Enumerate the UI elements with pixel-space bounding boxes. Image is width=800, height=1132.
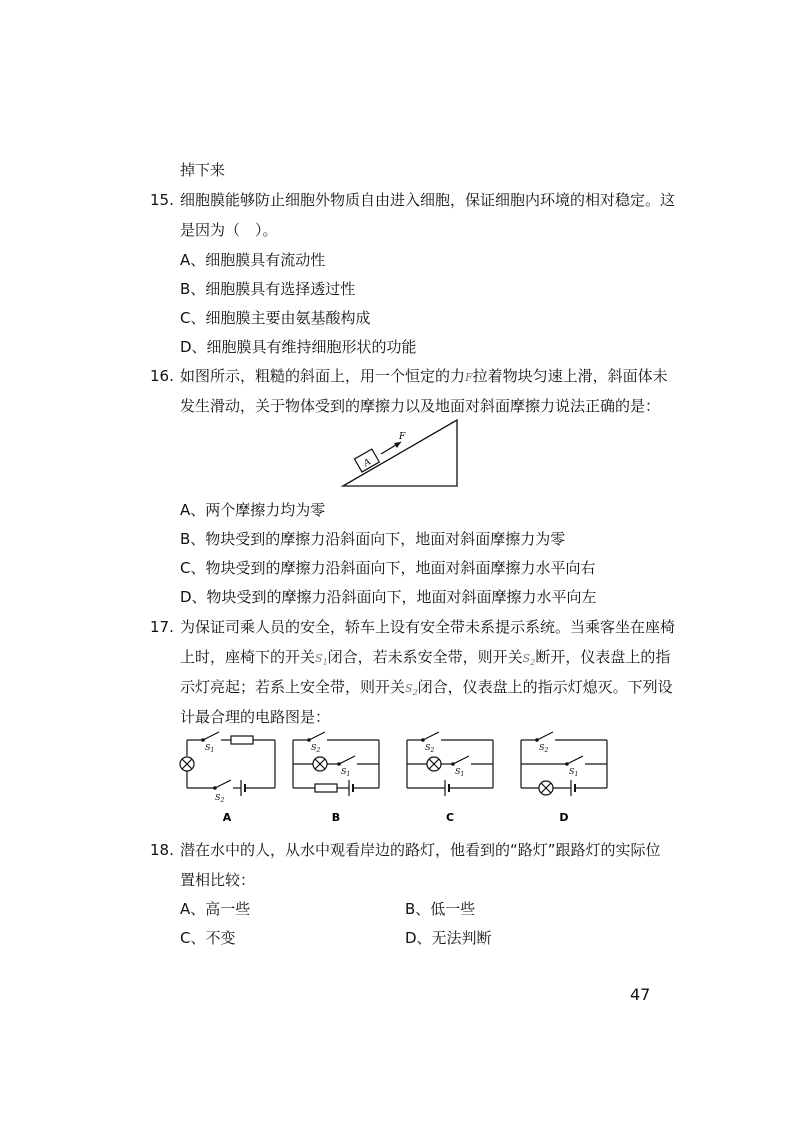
circuit-c-s1-label: $S_1$ [455, 767, 465, 778]
q16-option-d: D、物块受到的摩擦力沿斜面向下，地面对斜面摩擦力水平向左 [180, 588, 597, 606]
s2-symbol-2: $S_2$ [405, 682, 418, 698]
circuit-b-s2-label: $S_2$ [311, 743, 321, 754]
q16-option-a: A、两个摩擦力均为零 [180, 501, 326, 519]
q17-stem-line2-a: 上时，座椅下的开关 [180, 648, 316, 666]
q17-number: 17. [150, 618, 174, 636]
circuit-b-s1-label: $S_1$ [341, 767, 351, 778]
q17-stem-line3-a: 示灯亮起；若系上安全带，则开关 [180, 678, 406, 696]
q16-stem-line1 [180, 366, 668, 388]
q16-stem-line2: 发生滑动，关于物体受到的摩擦力以及地面对斜面摩擦力说法正确的是： [180, 397, 661, 415]
force-label: F [399, 432, 406, 442]
incline-figure [335, 412, 465, 492]
sliding-block [355, 449, 380, 472]
circuit-label-a: A [222, 811, 232, 824]
q17-stem-line2-c: 断开，仪表盘上的指 [535, 648, 671, 666]
circuit-a [180, 732, 275, 796]
q18-stem-line2: 置相比较： [180, 871, 256, 889]
q15-option-a: A、细胞膜具有流动性 [180, 251, 326, 269]
circuit-label-d: D [559, 811, 569, 824]
circuit-options-figure [175, 730, 625, 830]
force-symbol: F [465, 371, 473, 384]
circuit-c [407, 732, 493, 796]
q15-option-d: D、细胞膜具有维持细胞形状的功能 [180, 338, 417, 356]
s2-symbol: $S_2$ [522, 652, 536, 668]
circuit-d-s1-label: $S_1$ [569, 767, 579, 778]
page-number: 47 [630, 985, 651, 1004]
q18-option-b: B、低一些 [405, 900, 476, 918]
q16-stem-line1-a: 如图所示，粗糙的斜面上，用一个恒定的力 [180, 367, 466, 385]
q16-number: 16. [150, 367, 174, 385]
q16-option-b: B、物块受到的摩擦力沿斜面向下，地面对斜面摩擦力为零 [180, 530, 566, 548]
q18-stem-line1: 潜在水中的人，从水中观看岸边的路灯，他看到的“路灯”跟路灯的实际位 [180, 841, 661, 859]
q15-stem-line2: 是因为（ ）。 [180, 221, 278, 239]
q17-stem-line3-b: 闭合，仪表盘上的指示灯熄灭。下列设 [417, 678, 673, 696]
q17-stem-line2 [180, 647, 670, 673]
s1-symbol: $S_1$ [315, 652, 328, 668]
circuit-label-b: B [331, 811, 341, 824]
q18-option-d: D、无法判断 [405, 929, 492, 947]
incline-triangle [343, 420, 457, 486]
q16-option-c: C、物块受到的摩擦力沿斜面向下，地面对斜面摩擦力水平向右 [180, 559, 596, 577]
q17-stem-line4: 计最合理的电路图是： [180, 708, 331, 726]
q18-number: 18. [150, 841, 174, 859]
q15-stem-line1: 细胞膜能够防止细胞外物质自由进入细胞，保证细胞内环境的相对稳定。这 [180, 191, 676, 209]
circuit-c-s2-label: $S_2$ [425, 743, 435, 754]
q18-option-c: C、不变 [180, 929, 236, 947]
circuit-label-c: C [445, 811, 455, 824]
q15-option-c: C、细胞膜主要由氨基酸构成 [180, 309, 371, 327]
block-label: A [362, 457, 373, 469]
circuit-a-s1-label: $S_1$ [205, 743, 215, 754]
q17-stem-line2-b: 闭合，若未系安全带，则开关 [327, 648, 523, 666]
q15-option-b: B、细胞膜具有选择透过性 [180, 280, 356, 298]
circuit-b [293, 732, 379, 796]
q18-option-a: A、高一些 [180, 900, 251, 918]
carryover-text: 掉下来 [180, 161, 226, 179]
circuit-d-s2-label: $S_2$ [539, 743, 549, 754]
q15-number: 15. [150, 191, 174, 209]
q17-stem-line3 [180, 677, 673, 703]
circuit-a-s2-label: $S_2$ [215, 793, 225, 804]
q16-stem-line1-b: 拉着物块匀速上滑，斜面体未 [472, 367, 668, 385]
q17-stem-line1: 为保证司乘人员的安全，轿车上设有安全带未系提示系统。当乘客坐在座椅 [180, 618, 676, 636]
circuit-d [521, 732, 607, 796]
